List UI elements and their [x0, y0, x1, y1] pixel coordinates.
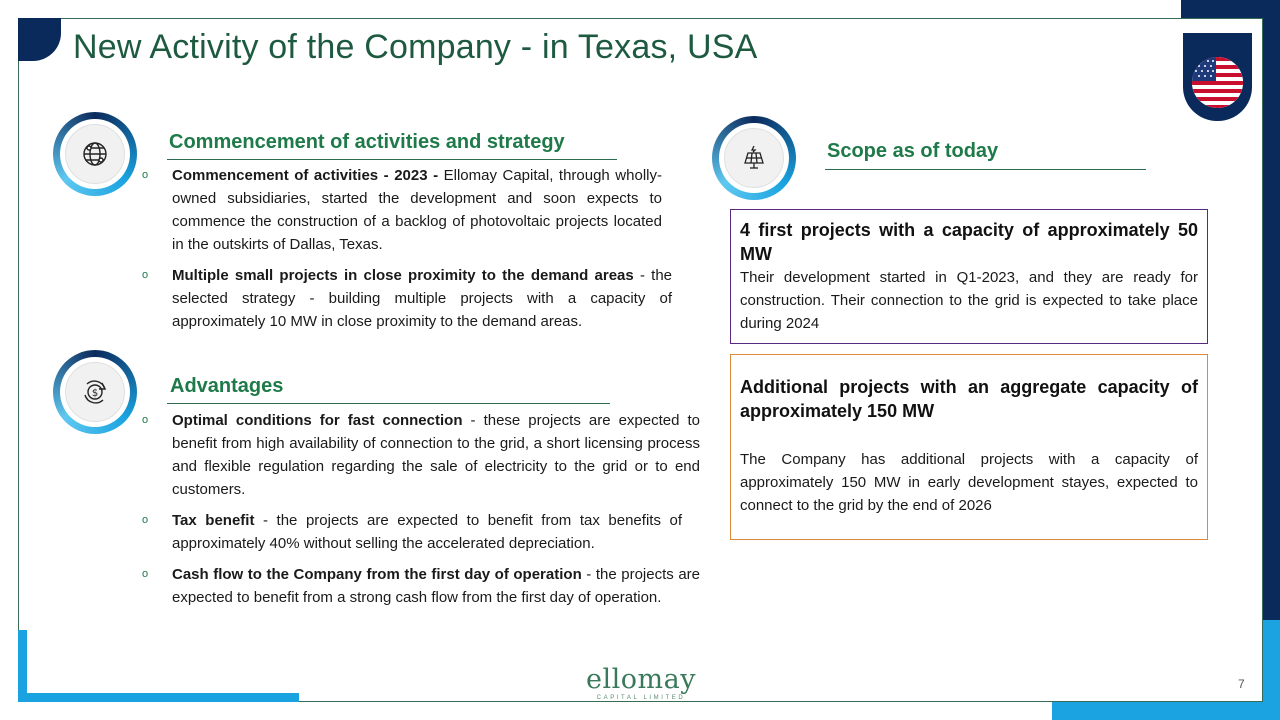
flag-badge: [1183, 33, 1252, 121]
left-accent-bar: [18, 630, 27, 702]
list-item: [142, 264, 672, 333]
svg-text:$: $: [91, 388, 99, 399]
bullet-text: - these projects are expected to benefit from high availability of connection to the grid, a short licensing process and flexible regulation regarding the sale of electricity to the grid or to end customers.: [172, 412, 700, 498]
advantages-bullet-list: [142, 409, 701, 617]
page-title: New Activity of the Company - in Texas, USA: [73, 28, 758, 66]
section-underline: [167, 159, 617, 160]
scope-box-additional-projects: [730, 354, 1208, 540]
box-heading: 4 first projects with a capacity of approximately 50 MW: [740, 220, 1198, 264]
bottom-right-band: [1052, 702, 1280, 720]
scope-box-first-projects: [730, 209, 1208, 344]
list-item: [142, 164, 662, 256]
bullet-circle-icon: o: [142, 414, 149, 426]
list-item: [142, 563, 701, 609]
bullet-bold-label: Multiple small projects in close proximity to the demand areas: [172, 267, 634, 284]
section-heading-scope: Scope as of today: [827, 140, 999, 162]
right-edge-band: [1263, 0, 1280, 620]
dollar-icon-ring: [53, 350, 137, 434]
bullet-bold-label: Cash flow to the Company from the first day of operation: [172, 566, 582, 583]
bullet-bold-label: Optimal conditions for fast connection: [172, 412, 463, 429]
box-heading: Additional projects with an aggregate capacity of approximately 150 MW: [740, 377, 1198, 421]
globe-icon-ring: [53, 112, 137, 196]
section-underline: [825, 169, 1146, 170]
solar-panel-icon: [724, 128, 784, 188]
section-underline: [167, 403, 610, 404]
box-body: Their development started in Q1-2023, and they are ready for construction. Their connection to the grid is expected to take place during 2024: [740, 269, 1198, 332]
logo-wordmark: ellomay: [586, 664, 696, 695]
company-logo: [585, 666, 697, 701]
logo-subtitle: CAPITAL LIMITED: [596, 695, 686, 701]
bullet-circle-icon: o: [142, 568, 149, 580]
bullet-text: - the projects are expected to benefit from a strong cash flow from the first day of operation.: [172, 566, 701, 606]
bottom-accent-bar: [18, 693, 299, 702]
commencement-bullet-list: [142, 164, 672, 341]
bullet-circle-icon: o: [142, 269, 149, 281]
dollar-cycle-icon: [65, 362, 125, 422]
section-heading-advantages: Advantages: [170, 375, 284, 397]
page-number: 7: [1238, 677, 1245, 691]
bullet-bold-label: Commencement of activities - 2023 -: [172, 167, 444, 184]
bullet-circle-icon: o: [142, 514, 149, 526]
bullet-text: - the projects are expected to benefit from tax benefits of approximately 40% without selling the accelerated depreciation.: [172, 512, 682, 552]
list-item: [142, 409, 700, 501]
list-item: [142, 509, 682, 555]
bullet-text: - the selected strategy - building multiple projects with a capacity of approximately 10 MW in close proximity to the demand areas.: [172, 267, 672, 330]
section-heading-commencement: Commencement of activities and strategy: [169, 131, 565, 153]
bullet-circle-icon: o: [142, 169, 149, 181]
solar-icon-ring: [712, 116, 796, 200]
bullet-text: Ellomay Capital, through wholly-owned subsidiaries, started the development and soon expects to commence the construction of a backlog of photovoltaic projects located in the outskirts of Dallas, Texas.: [172, 167, 662, 253]
us-flag-icon: [1192, 57, 1243, 108]
bullet-bold-label: Tax benefit: [172, 512, 255, 529]
box-body: The Company has additional projects with a capacity of approximately 150 MW in early development stayes, expected to connect to the grid by the end of 2026: [740, 451, 1198, 514]
globe-icon: [65, 124, 125, 184]
